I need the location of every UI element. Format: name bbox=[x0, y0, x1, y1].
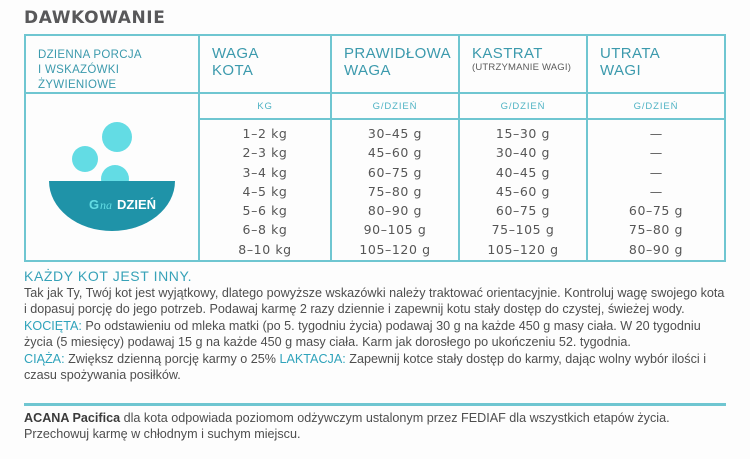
bowl-label-g: G bbox=[89, 197, 100, 212]
notes-intro-paragraph: Tak jak Ty, Twój kot jest wyjątkowy, dlatego powyższe wskazówki należy traktować orientacyjnie. Kontroluj wagę swojego kota i dopasuj porcję do jego potrzeb. Podawaj karmę 2 razy dziennie i zapewnij kotu stały dostęp do czystej, świeżej wody. bbox=[24, 286, 725, 316]
table-column-cat-weight bbox=[200, 36, 332, 260]
kittens-text: Po odstawieniu od mleka matki (po 5. tygodniu życia) podawaj 30 g na każde 450 g masy ciała. W 20 tygodniu życia (5 miesięcy) podawaj 15 g na każde 450 g masy ciała. Karm jak dorosłego po ukończeniu 52. tygodnia. bbox=[24, 319, 701, 349]
notes-heading: KAŻDY KOT JEST INNY. bbox=[24, 268, 193, 284]
column-header-cat-weight bbox=[200, 36, 330, 94]
table-cell: 8–10 kg bbox=[238, 241, 292, 257]
column-header-line2: KOTA bbox=[212, 62, 254, 79]
notes-kittens-paragraph bbox=[24, 319, 730, 350]
footer-text: dla kota odpowiada poziomom odżywczym ustalonym przez FEDIAF dla wszystkich etapów życia. Przechowuj karmę w chłodnym i suchym miejscu. bbox=[24, 411, 670, 441]
column-header-line1: UTRATA bbox=[600, 45, 661, 62]
column-header-ideal-weight bbox=[332, 36, 458, 94]
table-cell: 60–75 g bbox=[628, 203, 684, 219]
table-cell: 80–90 g bbox=[367, 203, 423, 219]
bowl-shape bbox=[49, 181, 175, 231]
notes-pregnancy-lactation-paragraph bbox=[24, 352, 730, 383]
table-cell: 4–5 kg bbox=[242, 183, 288, 199]
column-values-neutered bbox=[460, 120, 586, 260]
column-header-line2: WAGA bbox=[344, 62, 391, 79]
bowl-illustration bbox=[26, 94, 198, 260]
feeding-notes bbox=[24, 268, 730, 384]
table-cell: 2–3 kg bbox=[242, 145, 288, 161]
pregnancy-label: CIĄŻA: bbox=[24, 352, 65, 367]
table-cell: 75–80 g bbox=[367, 183, 423, 199]
table-cell: 75–105 g bbox=[491, 222, 555, 238]
table-cell: 30–45 g bbox=[367, 126, 423, 141]
column-header-line2: WAGI bbox=[600, 62, 642, 79]
food-bowl-icon bbox=[37, 121, 187, 233]
column-unit-weight-loss: G/DZIEŃ bbox=[588, 94, 724, 120]
page-title: DAWKOWANIE bbox=[24, 8, 166, 28]
section-divider bbox=[24, 403, 726, 406]
brand-name: ACANA Pacifica bbox=[24, 411, 121, 425]
column-header-subtitle: (UTRZYMANIE WAGI) bbox=[472, 62, 572, 73]
table-column-weight-loss bbox=[588, 36, 724, 260]
column-header-line1: PRAWIDŁOWA bbox=[344, 45, 452, 62]
table-cell: — bbox=[649, 183, 663, 199]
table-column-ideal-weight bbox=[332, 36, 460, 260]
table-cell: 40–45 g bbox=[495, 164, 551, 180]
table-cell: 1–2 kg bbox=[242, 126, 288, 141]
footer-note bbox=[24, 411, 730, 442]
kittens-label: KOCIĘTA: bbox=[24, 319, 82, 334]
pregnancy-text: Zwiększ dzienną porcję karmy o 25% bbox=[64, 352, 280, 367]
kibble-circle-top bbox=[102, 122, 132, 152]
column-values-cat-weight bbox=[200, 120, 330, 260]
lactation-label: LAKTACJA: bbox=[279, 352, 346, 367]
table-cell: — bbox=[649, 164, 663, 180]
column-values-ideal-weight bbox=[332, 120, 458, 260]
table-cell: 90–105 g bbox=[363, 222, 427, 238]
table-cell: 105–120 g bbox=[487, 241, 559, 257]
kibble-circle-left bbox=[72, 146, 98, 172]
table-cell: 60–75 g bbox=[367, 164, 423, 180]
lactation-text: Zapewnij kotce stały dostęp do karmy, dając wolny wybór ilości i czasu spożywania posiłków. bbox=[24, 352, 706, 382]
table-cell: 45–60 g bbox=[495, 183, 551, 199]
table-cell: 75–80 g bbox=[628, 222, 684, 238]
column-header-neutered bbox=[460, 36, 586, 94]
column-header-daily-portion bbox=[26, 36, 198, 94]
column-header-line1: KASTRAT bbox=[472, 45, 543, 62]
table-column-neutered bbox=[460, 36, 588, 260]
table-cell: 60–75 g bbox=[495, 203, 551, 219]
table-cell: — bbox=[649, 126, 663, 141]
table-cell: 30–40 g bbox=[495, 145, 551, 161]
table-cell: 3–4 kg bbox=[242, 164, 288, 180]
table-cell: 5–6 kg bbox=[242, 203, 288, 219]
table-cell: — bbox=[649, 145, 663, 161]
table-cell: 45–60 g bbox=[367, 145, 423, 161]
column-header-weight-loss bbox=[588, 36, 724, 94]
bowl-label-na: na bbox=[100, 198, 112, 212]
table-column-daily-portion bbox=[26, 36, 200, 260]
column-header-line2: I WSKAZÓWKI ŻYWIENIOWE bbox=[38, 64, 120, 91]
table-cell: 6–8 kg bbox=[242, 222, 288, 238]
table-cell: 80–90 g bbox=[628, 241, 684, 257]
table-cell: 15–30 g bbox=[495, 126, 551, 141]
bowl-label-dzien: DZIEŃ bbox=[117, 197, 156, 212]
column-values-weight-loss bbox=[588, 120, 724, 260]
column-unit-neutered: G/DZIEŃ bbox=[460, 94, 586, 120]
column-header-line1: DZIENNA PORCJA bbox=[38, 49, 142, 61]
column-unit-ideal-weight: G/DZIEŃ bbox=[332, 94, 458, 120]
column-unit-cat-weight: KG bbox=[200, 94, 330, 120]
column-header-line1: WAGA bbox=[212, 45, 259, 62]
table-cell: 105–120 g bbox=[359, 241, 431, 257]
feeding-guide-table bbox=[24, 34, 726, 262]
